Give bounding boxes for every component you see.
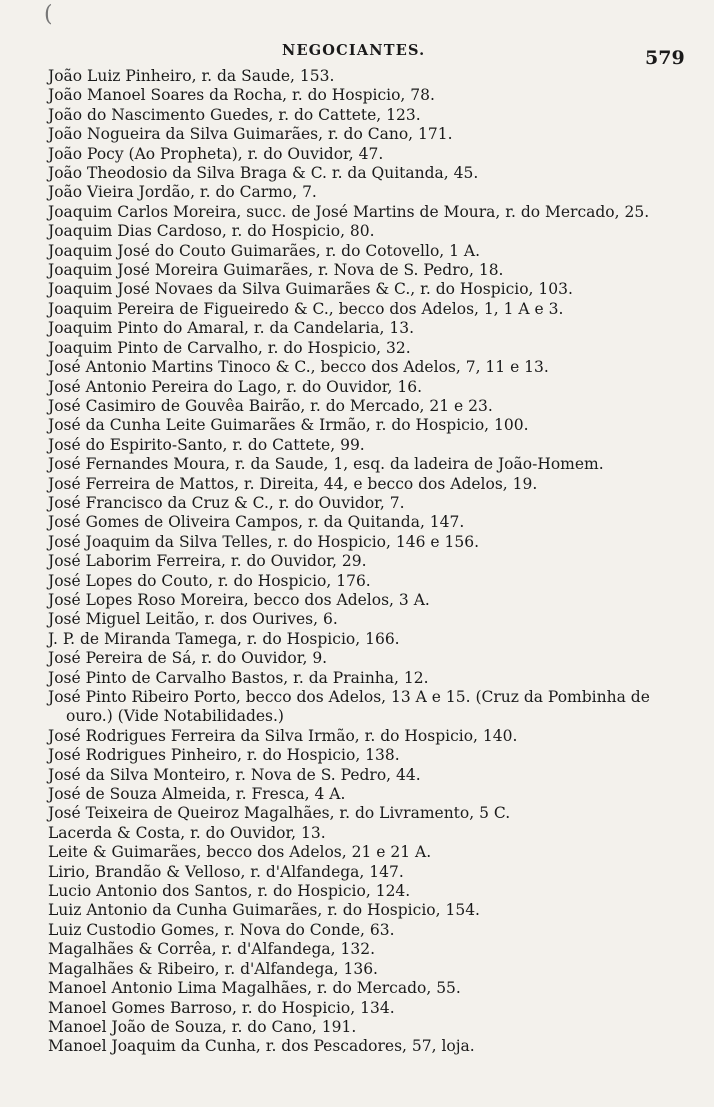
directory-entry: Luiz Custodio Gomes, r. Nova do Conde, 63. bbox=[48, 920, 395, 939]
directory-entry: José Pereira de Sá, r. do Ouvidor, 9. bbox=[48, 649, 328, 668]
directory-entry: João Manoel Soares da Rocha, r. do Hospicio, 78. bbox=[48, 86, 435, 105]
directory-entry: João Vieira Jordão, r. do Carmo, 7. bbox=[48, 183, 317, 202]
directory-entry: José Rodrigues Pinheiro, r. do Hospicio, 138. bbox=[48, 746, 400, 765]
directory-entry: José Antonio Martins Tinoco & C., becco dos Adelos, 7, 11 e 13. bbox=[48, 358, 549, 377]
page-header bbox=[0, 42, 714, 68]
directory-entry: Leite & Guimarães, becco dos Adelos, 21 e 21 A. bbox=[48, 843, 432, 862]
directory-entry: Lirio, Brandão & Velloso, r. d'Alfandega, 147. bbox=[48, 862, 404, 881]
directory-entry: João Pocy (Ao Propheta), r. do Ouvidor, 47. bbox=[48, 144, 384, 163]
directory-entry: José do Espirito-Santo, r. do Cattete, 99. bbox=[48, 435, 365, 454]
directory-entry: Magalhães & Corrêa, r. d'Alfandega, 132. bbox=[48, 940, 375, 959]
directory-entry: José Miguel Leitão, r. dos Ourives, 6. bbox=[48, 610, 338, 629]
directory-entry: José Teixeira de Queiroz Magalhães, r. do Livramento, 5 C. bbox=[48, 804, 511, 823]
directory-entry: José Lopes Roso Moreira, becco dos Adelos, 3 A. bbox=[48, 590, 430, 609]
directory-entry: José da Silva Monteiro, r. Nova de S. Pedro, 44. bbox=[48, 765, 421, 784]
directory-entry: João Theodosio da Silva Braga & C. r. da Quitanda, 45. bbox=[48, 164, 479, 183]
directory-entry: José Pinto Ribeiro Porto, becco dos Adelos, 13 A e 15. (Cruz da Pombinha de ouro.) (Vide Notabilidades.) bbox=[48, 688, 650, 726]
directory-entry: Manoel Gomes Barroso, r. do Hospicio, 134. bbox=[48, 998, 395, 1017]
directory-entry: José Antonio Pereira do Lago, r. do Ouvidor, 16. bbox=[48, 377, 422, 396]
directory-entry: Manoel Antonio Lima Magalhães, r. do Mercado, 55. bbox=[48, 979, 461, 998]
directory-entry: José da Cunha Leite Guimarães & Irmão, r. do Hospicio, 100. bbox=[48, 416, 529, 435]
running-head: NEGOCIANTES. bbox=[282, 42, 426, 59]
left-margin-mark: ( bbox=[44, 2, 53, 27]
directory-entry: José de Souza Almeida, r. Fresca, 4 A. bbox=[48, 785, 346, 804]
directory-entry: Joaquim José Moreira Guimarães, r. Nova de S. Pedro, 18. bbox=[48, 261, 504, 280]
directory-entry: José Gomes de Oliveira Campos, r. da Quitanda, 147. bbox=[48, 513, 465, 532]
directory-entry: Joaquim Pinto de Carvalho, r. do Hospicio, 32. bbox=[48, 338, 411, 357]
directory-entry: Joaquim Pinto do Amaral, r. da Candelaria, 13. bbox=[48, 319, 415, 338]
directory-entry: Joaquim Dias Cardoso, r. do Hospicio, 80. bbox=[48, 222, 375, 241]
directory-entry: Lucio Antonio dos Santos, r. do Hospicio, 124. bbox=[48, 882, 411, 901]
directory-entry: Lacerda & Costa, r. do Ouvidor, 13. bbox=[48, 823, 326, 842]
directory-entry: Luiz Antonio da Cunha Guimarães, r. do Hospicio, 154. bbox=[48, 901, 480, 920]
directory-entry: José Joaquim da Silva Telles, r. do Hospicio, 146 e 156. bbox=[48, 532, 479, 551]
directory-entry: Manoel João de Souza, r. do Cano, 191. bbox=[48, 1017, 357, 1036]
directory-entry: Manoel Joaquim da Cunha, r. dos Pescadores, 57, loja. bbox=[48, 1037, 475, 1056]
directory-entries bbox=[48, 67, 688, 1057]
directory-entry: José Francisco da Cruz & C., r. do Ouvidor, 7. bbox=[48, 493, 405, 512]
directory-entry: João Nogueira da Silva Guimarães, r. do Cano, 171. bbox=[48, 125, 453, 144]
directory-entry: Joaquim José Novaes da Silva Guimarães & C., r. do Hospicio, 103. bbox=[48, 280, 573, 299]
page-number: 579 bbox=[645, 47, 685, 69]
directory-entry: José Casimiro de Gouvêa Bairão, r. do Mercado, 21 e 23. bbox=[48, 396, 493, 415]
directory-entry: José Fernandes Moura, r. da Saude, 1, esq. da ladeira de João-Homem. bbox=[48, 455, 604, 474]
directory-entry: Joaquim Pereira de Figueiredo & C., becco dos Adelos, 1, 1 A e 3. bbox=[48, 299, 564, 318]
directory-entry: José Lopes do Couto, r. do Hospicio, 176. bbox=[48, 571, 371, 590]
directory-entry: Joaquim José do Couto Guimarães, r. do Cotovello, 1 A. bbox=[48, 241, 481, 260]
directory-entry: José Rodrigues Ferreira da Silva Irmão, r. do Hospicio, 140. bbox=[48, 726, 518, 745]
directory-entry: João do Nascimento Guedes, r. do Cattete, 123. bbox=[48, 105, 421, 124]
directory-entry: José Pinto de Carvalho Bastos, r. da Prainha, 12. bbox=[48, 668, 429, 687]
directory-entry: José Ferreira de Mattos, r. Direita, 44, e becco dos Adelos, 19. bbox=[48, 474, 538, 493]
directory-entry: Joaquim Carlos Moreira, succ. de José Martins de Moura, r. do Mercado, 25. bbox=[48, 202, 650, 221]
directory-entry: José Laborim Ferreira, r. do Ouvidor, 29. bbox=[48, 552, 367, 571]
directory-entry: João Luiz Pinheiro, r. da Saude, 153. bbox=[48, 67, 335, 85]
directory-entry: J. P. de Miranda Tamega, r. do Hospicio, 166. bbox=[48, 629, 400, 648]
directory-entry: Magalhães & Ribeiro, r. d'Alfandega, 136. bbox=[48, 959, 378, 978]
